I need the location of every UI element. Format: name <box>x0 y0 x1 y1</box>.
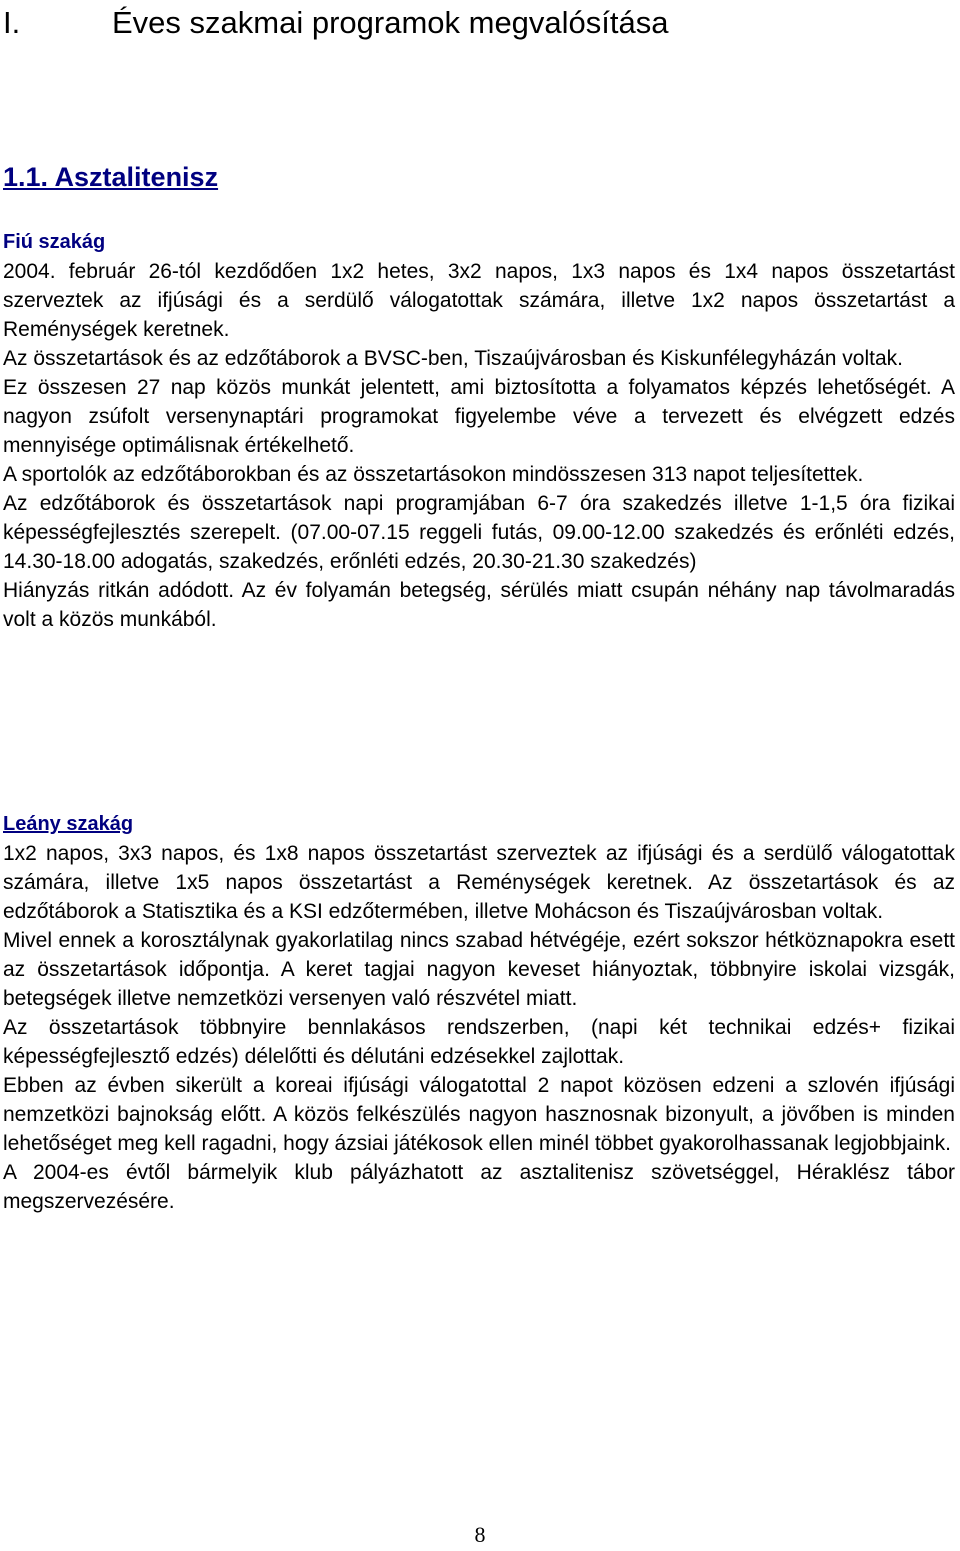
leany-paragraph-5: A 2004-es évtől bármelyik klub pályázhatott az asztalitenisz szövetséggel, Héraklész tábor megszervezésére. <box>3 1161 955 1213</box>
fiu-paragraph-6: Hiányzás ritkán adódott. Az év folyamán betegség, sérülés miatt csupán néhány nap távolmaradás volt a közös munkából. <box>3 579 955 631</box>
leany-paragraph-4: Ebben az évben sikerült a koreai ifjúsági válogatottal 2 napot közösen edzeni a szlovén ifjúsági nemzetközi bajnokság előtt. A közös felkészülés nagyon hasznosnak bizonyult, a jövőben is minden lehetőséget meg kell ragadni, hogy ázsiai játékosok ellen minél többet gyakorolhassanak legjobbjaink. <box>3 1074 955 1155</box>
leany-paragraph-2: Mivel ennek a korosztálynak gyakorlatilag nincs szabad hétvégéje, ezért sokszor hétköznapokra esett az összetartások időpontja. A keret tagjai nagyon keveset hiányoztak, többnyire iskolai vizsgák, betegségek illetve nemzetközi versenyen való részvétel miatt. <box>3 929 955 1010</box>
chapter-number: I. <box>3 5 21 40</box>
section-heading: 1.1. Asztalitenisz <box>3 162 219 192</box>
leany-paragraph-1: 1x2 napos, 3x3 napos, és 1x8 napos összetartást szerveztek az ifjúsági és a serdülő válogatottak számára, illetve 1x5 napos összetartást a Reménységek keretnek. Az összetartások és az edzőtáborok a Statisztika és a KSI edzőtermében, illetve Mohácson és Tiszaújvárosban voltak. <box>3 842 955 923</box>
fiu-szakag-heading: Fiú szakág <box>3 231 106 253</box>
fiu-paragraph-2: Az összetartások és az edzőtáborok a BVSC-ben, Tiszaújvárosban és Kiskunfélegyházán voltak. <box>3 347 903 370</box>
fiu-paragraph-3: Ez összesen 27 nap közös munkát jelentett, ami biztosította a folyamatos képzés lehetőségét. A nagyon zsúfolt versenynaptári programokat figyelembe véve a tervezett és elvégzett edzés mennyisége optimálisnak értékelhető. <box>3 376 955 457</box>
page-number: 8 <box>474 1522 486 1547</box>
leany-paragraph-3: Az összetartások többnyire bennlakásos rendszerben, (napi két technikai edzés+ fizikai képességfejlesztő edzés) délelőtti és délutáni edzésekkel zajlottak. <box>3 1016 955 1068</box>
leany-szakag-section <box>3 810 955 1216</box>
fiu-paragraph-4: A sportolók az edzőtáborokban és az összetartásokon mindösszesen 313 napot teljesítettek. <box>3 463 864 486</box>
fiu-paragraph-1: 2004. február 26-tól kezdődően 1x2 hetes, 3x2 napos, 1x3 napos és 1x4 napos összetartást szerveztek az ifjúsági és a serdülő válogatottak számára, illetve 1x2 napos összetartást a Reménységek keretnek. <box>3 260 955 341</box>
leany-szakag-heading: Leány szakág <box>3 813 134 835</box>
fiu-paragraph-5: Az edzőtáborok és összetartások napi programjában 6-7 óra szakedzés illetve 1-1,5 óra fizikai képességfejlesztés szerepelt. (07.00-07.15 reggeli futás, 09.00-12.00 szakedzés és erőnléti edzés, 14.30-18.00 adogatás, szakedzés, erőnléti edzés, 20.30-21.30 szakedzés) <box>3 492 955 573</box>
chapter-title: Éves szakmai programok megvalósítása <box>112 5 669 40</box>
fiu-szakag-section <box>3 228 955 634</box>
chapter-heading <box>3 1 953 45</box>
